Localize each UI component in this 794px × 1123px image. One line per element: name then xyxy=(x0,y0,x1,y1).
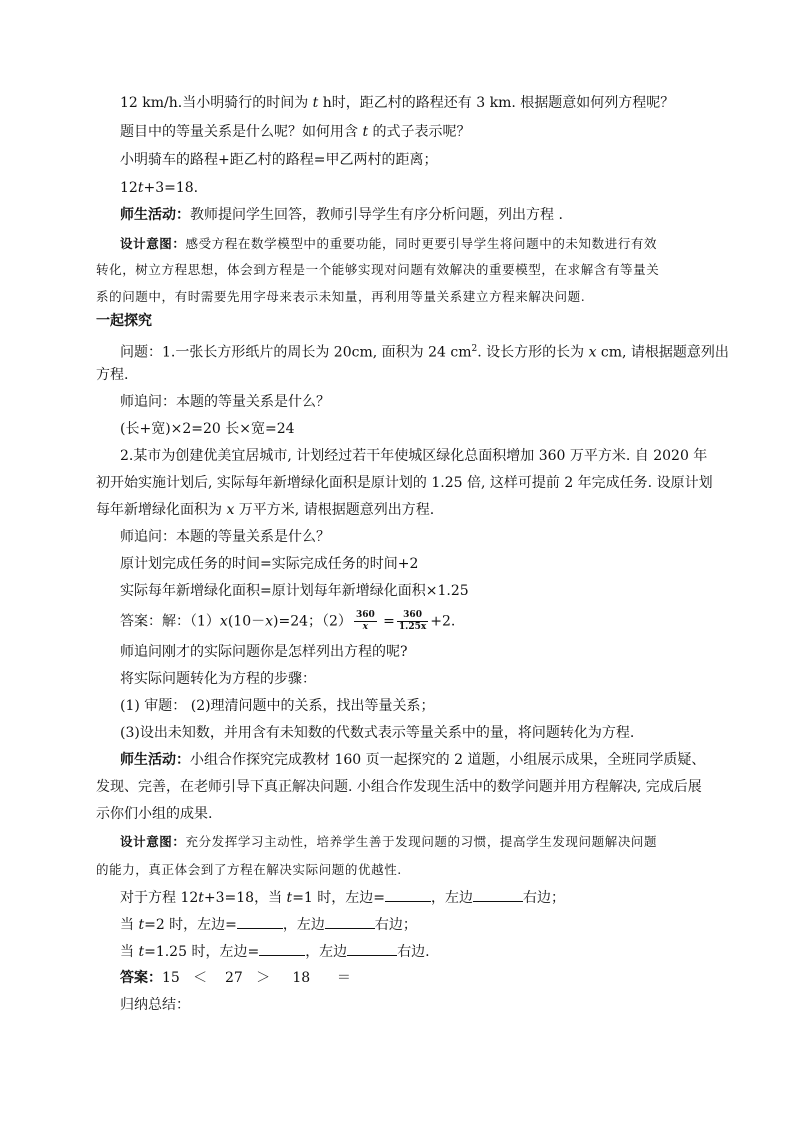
line-design-intent-2-cont: 的能力，真正体会到了方程在解决实际问题的优越性. xyxy=(96,862,402,877)
line-teacher-followup-3: 师追问刚才的实际问题你是怎样列出方程的呢? xyxy=(120,644,408,660)
line-problem-1: 问题：1.一张长方形纸片的周长为 20cm, 面积为 24 $cm^2$. 设长方形的长为 x cm, 请根据题意列出 xyxy=(120,344,729,361)
line-answers: 答案：15 ＜ 27 ＞ 18 ＝ xyxy=(120,970,351,986)
blank-comparison[interactable] xyxy=(325,914,375,929)
line-teacher-followup-2: 师追问：本题的等量关系是什么？ xyxy=(120,529,330,545)
blank-left-value[interactable] xyxy=(237,914,283,929)
line-exercise-t1: 对于方程 12t+3=18，当 t=1 时，左边= ，左边 右边； xyxy=(120,887,565,908)
line-relation-rectangle: (长+宽)×2=20 长×宽=24 xyxy=(120,421,295,437)
line-equation: 12t+3=18. xyxy=(120,180,199,196)
line-teacher-student-activity-1: 师生活动：教师提问学生回答，教师引导学生有序分析问题，列出方程 . xyxy=(120,207,563,223)
line-problem-2-cont-a: 初开始实施计划后, 实际每年新增绿化面积是原计划的 1.25 倍, 这样可提前 2 年完成任务. 设原计划 xyxy=(96,475,713,491)
line-design-intent-1: 设计意图：感受方程在数学模型中的重要功能，同时更要引导学生将问题中的未知数进行有效 xyxy=(120,236,658,251)
line-exercise-t2: 当 t=2 时，左边= ，左边 右边； xyxy=(120,914,417,935)
line-equal-relation-question: 题目中的等量关系是什么呢？如何用含 t 的式子表示呢？ xyxy=(120,124,471,140)
blank-comparison[interactable] xyxy=(347,941,397,956)
line-design-intent-1-cont-b: 系的问题中，有时需要先用字母来表示未知量，再利用等量关系建立方程来解决问题. xyxy=(96,289,586,304)
line-design-intent-1-cont-a: 转化，树立方程思想，体会到方程是一个能够实现对问题有效解决的重要模型，在求解含有等量关 xyxy=(96,262,660,277)
line-relation-time: 原计划完成任务的时间=实际完成任务的时间+2 xyxy=(120,556,419,572)
line-activity-2-cont-b: 示你们小组的成果. xyxy=(96,806,213,822)
blank-left-value[interactable] xyxy=(259,941,305,956)
line-activity-2-cont-a: 发现、完善，在老师引导下真正解决问题. 小组合作发现生活中的数学问题并用方程解决, 完成后展 xyxy=(96,779,702,795)
line-teacher-student-activity-2: 师生活动：小组合作探究完成教材 160 页一起探究的 2 道题，小组展示成果，全班同学质疑、 xyxy=(120,752,706,768)
section-heading-explore-together: 一起探究 xyxy=(96,313,152,329)
line-exercise-t3: 当 t=1.25 时，左边= ，左边 右边. xyxy=(120,941,430,962)
line-steps-heading: 将实际问题转化为方程的步骤： xyxy=(120,671,316,687)
line-speed-question: 12 km/h.当小明骑行的时间为 t h时，距乙村的路程还有 3 km. 根据题意如何列方程呢？ xyxy=(120,95,675,111)
line-steps-1-2: (1) 审题： (2)理清问题中的关系，找出等量关系； xyxy=(120,698,435,714)
line-problem-2: 2.某市为创建优美宜居城市, 计划经过若干年使城区绿化总面积增加 360 万平方米. 自 2020 年 xyxy=(120,448,708,464)
line-problem-2-cont-b: 每年新增绿化面积为 x 万平方米, 请根据题意列出方程. xyxy=(96,502,435,518)
line-summary-heading: 归纳总结： xyxy=(120,997,190,1013)
line-relation: 小明骑车的路程+距乙村的路程=甲乙两村的距离； xyxy=(120,152,438,168)
line-problem-1-cont: 方程. xyxy=(96,367,129,383)
fraction-360-over-1-25x: $\frac{360}{1.25x}$ xyxy=(398,610,427,632)
line-relation-area: 实际每年新增绿化面积=原计划每年新增绿化面积×1.25 xyxy=(120,583,469,599)
line-answer-equations: 答案：解：（1）x(10－x)=24；（2） $\frac{360}{x}$ = $\frac{360}{1.25x}$ +2. xyxy=(120,610,456,632)
blank-left-value[interactable] xyxy=(385,887,431,902)
line-teacher-followup-1: 师追问：本题的等量关系是什么？ xyxy=(120,394,330,410)
fraction-360-over-x: $\frac{360}{x}$ xyxy=(355,610,375,632)
line-design-intent-2: 设计意图：充分发挥学习主动性，培养学生善于发现问题的习惯，提高学生发现问题解决问题 xyxy=(120,834,658,849)
blank-comparison[interactable] xyxy=(473,887,523,902)
line-steps-3: (3)设出未知数，并用含有未知数的代数式表示等量关系中的量，将问题转化为方程. xyxy=(120,725,635,741)
